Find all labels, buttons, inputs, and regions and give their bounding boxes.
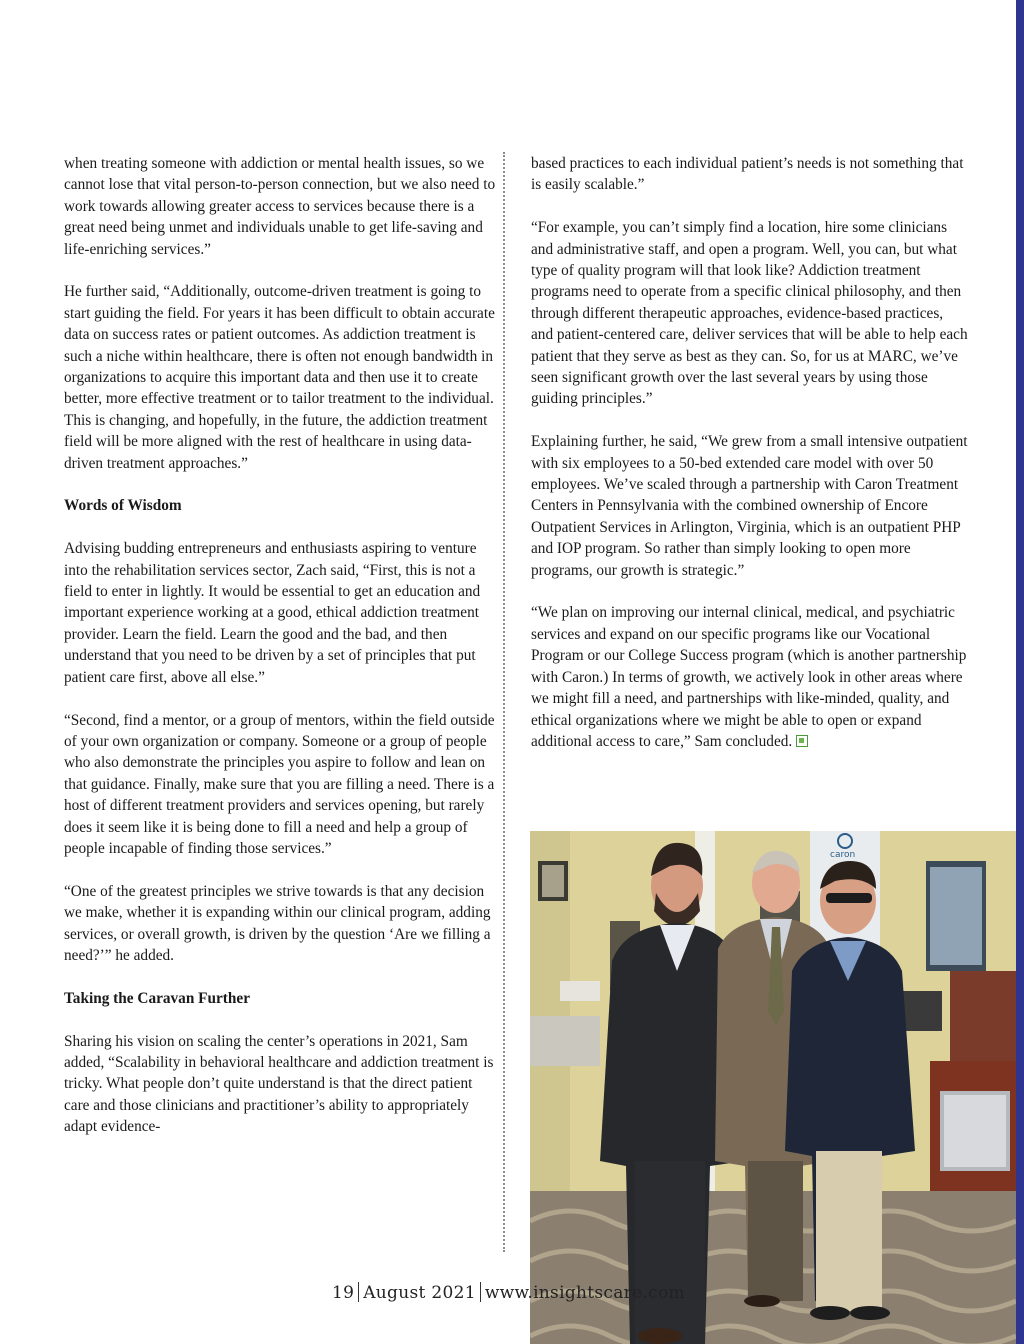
paragraph-last: [531, 602, 969, 752]
page-number: 19: [332, 1283, 355, 1303]
photo-three-men-office: [530, 831, 1016, 1344]
left-column: [64, 153, 496, 1159]
paragraph: Advising budding entrepreneurs and enthusiasts aspiring to venture into the rehabilitation services sector, Zach said, “First, this is not a field to enter in lightly. It would be essential to get an education and important experience working at a good, ethical addiction treatment provider. Learn the field. Learn the good and the bad, and then understand that you need to be driven by a set of principles that put patient care first, above all else.”: [64, 540, 481, 686]
issue-date: August 2021: [363, 1283, 476, 1303]
paragraph: He further said, “Additionally, outcome-driven treatment is going to start guiding the field. For years it has been difficult to obtain accurate data on success rates or patient outcomes. As addiction treatment is such a niche within healthcare, there is often not enough bandwidth in organizations to acquire this important data and then use it to create better, more effective treatment or to tailor treatment to the individual. This is changing, and hopefully, in the future, the addiction treatment field will be more aligned with the rest of healthcare in using data-driven treatment approaches.”: [64, 283, 495, 472]
footer-separator: [480, 1282, 481, 1302]
right-column: [531, 153, 969, 774]
caron-sign-text: caron: [830, 850, 856, 860]
article-end-icon: [796, 735, 808, 747]
paragraph: “Second, find a mentor, or a group of mentors, within the field outside of your own organization or company. Someone or a group of people who also demonstrate the principles you aspire to follow and lean on that guidance. Finally, make sure that you are filling a need. There is a host of different treatment providers and services opening, but rarely does it seem like it is being done to fill a need and help a group of people incapable of finding those services.”: [64, 711, 495, 857]
paragraph: Explaining further, he said, “We grew from a small intensive outpatient with six employees to a 50-bed extended care model with over 50 employees. We’ve scaled through a partnership with Caron Treatment Centers in Pennsylvania with the combined ownership of Encore Outpatient Services in Arlington, Virginia, which is an outpatient PHP and IOP program. So rather than simply looking to open more programs, our growth is strategic.”: [531, 433, 968, 579]
paragraph: “One of the greatest principles we strive towards is that any decision we make, whether it is expanding within our clinical program, adding services, or overall growth, is driven by the question ‘Are we filling a need?’” he added.: [64, 882, 491, 964]
paragraph-text: “We plan on improving our internal clinical, medical, and psychiatric services and expand on our specific programs like our Vocational Program or our College Success program (which is another partnership with Caron.) In terms of growth, we actively look in other areas where we might fill a need, and partnerships with like-minded, quality, and ethical organizations where we might be able to open or expand additional access to care,” Sam concluded.: [531, 604, 967, 750]
paragraph: Sharing his vision on scaling the center’s operations in 2021, Sam added, “Scalability in behavioral healthcare and addiction treatment is tricky. What people don’t quite understand is that the direct patient care and those clinicians and practitioner’s ability to appropriately adapt evidence-: [64, 1032, 494, 1136]
page-footer: [332, 1280, 685, 1306]
footer-separator: [358, 1282, 359, 1302]
paragraph: “For example, you can’t simply find a location, hire some clinicians and administrative staff, and open a program. Well, you can, but what type of quality program will that look like? Addiction treatment programs need to operate from a specific clinical philosophy, and then through different therapeutic approaches, evidence-based practices, and patient-centered care, deliver services that will be able to help each patient that they serve as best as they can. So, for us at MARC, we’ve seen significant growth over the last several years by using those guiding principles.”: [531, 219, 968, 408]
page-edge-bar: [1016, 0, 1024, 1344]
website-link[interactable]: www.insightscare.com: [484, 1283, 685, 1303]
column-divider: [503, 152, 505, 1252]
paragraph: when treating someone with addiction or mental health issues, so we cannot lose that vital person-to-person connection, but we also need to work towards allowing greater access to services because there is a great need being unmet and individuals unable to get life-saving and life-enriching services.”: [64, 155, 496, 258]
section-heading-taking-the-caravan-further: Taking the Caravan Further: [64, 989, 250, 1007]
paragraph: based practices to each individual patient’s needs is not something that is easily scalable.”: [531, 155, 964, 194]
section-heading-words-of-wisdom: Words of Wisdom: [64, 497, 182, 515]
